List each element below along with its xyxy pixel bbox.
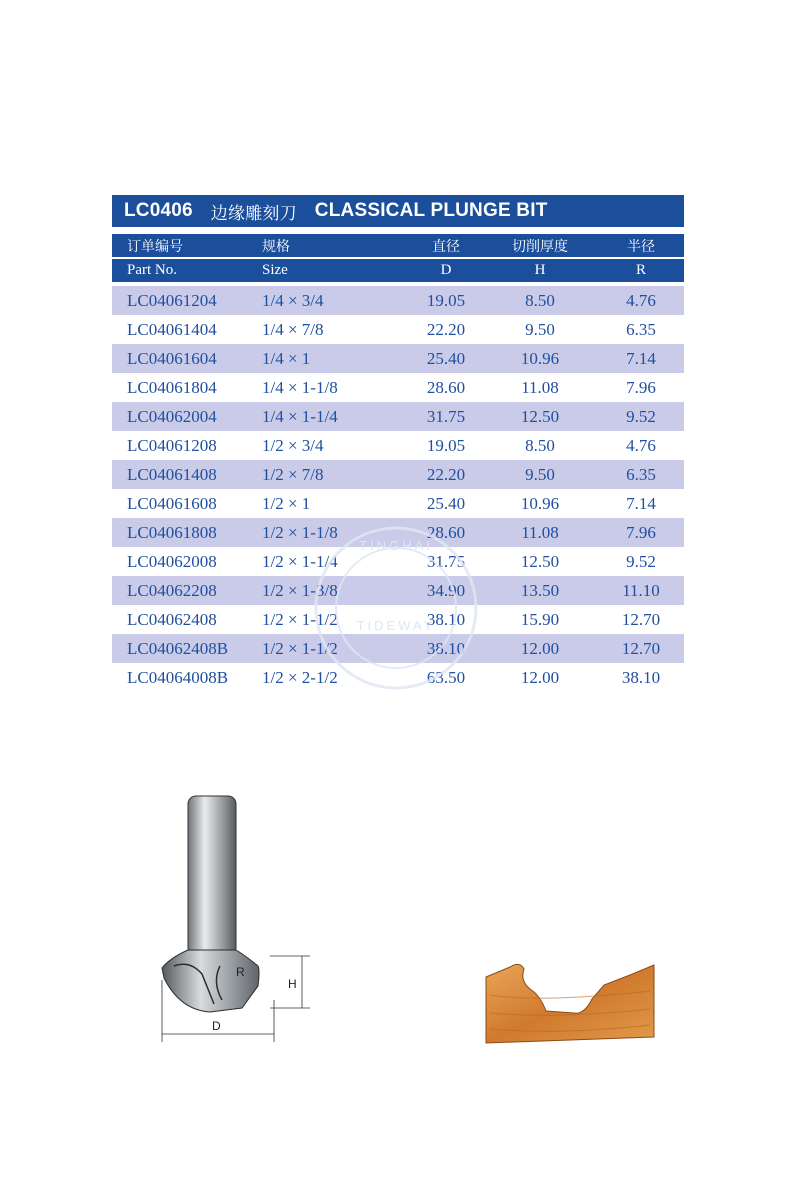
cell-h: 12.00 [520, 638, 560, 658]
cell-r: 6.35 [626, 319, 656, 339]
table-row [112, 373, 684, 402]
cell-r: 38.10 [621, 667, 661, 687]
header-en-d: D [440, 262, 452, 278]
cell-r: 4.76 [626, 290, 656, 310]
cell-h: 12.00 [520, 667, 560, 687]
cell-size: 1/4 × 7/8 [262, 319, 324, 339]
cell-d: 22.20 [426, 464, 466, 484]
spec-table [112, 195, 684, 692]
cell-r: 9.52 [626, 551, 656, 571]
cell-d: 22.20 [426, 319, 466, 339]
cell-h: 11.08 [521, 377, 559, 397]
cell-h: 10.96 [520, 493, 560, 513]
cell-d: 31.75 [426, 551, 466, 571]
cell-size: 1/4 × 1-1/4 [262, 406, 338, 426]
cell-part-no: LC04062408 [127, 609, 217, 629]
table-row [112, 402, 684, 431]
table-row [112, 518, 684, 547]
cell-size: 1/2 × 2-1/2 [262, 667, 338, 687]
cell-part-no: LC04061804 [127, 377, 217, 397]
table-title-bar [112, 195, 684, 227]
cell-size: 1/2 × 1-3/8 [262, 580, 338, 600]
wood-profile-illustration [480, 955, 660, 1045]
cell-h: 9.50 [525, 319, 555, 339]
cell-d: 19.05 [426, 290, 466, 310]
cell-d: 38.10 [426, 609, 466, 629]
table-row [112, 286, 684, 315]
cell-d: 28.60 [426, 377, 466, 397]
cell-d: 25.40 [426, 348, 466, 368]
cell-size: 1/2 × 1-1/2 [262, 609, 338, 629]
cell-r: 7.96 [626, 377, 656, 397]
table-row [112, 605, 684, 634]
cell-size: 1/4 × 1 [262, 348, 311, 368]
table-row [112, 547, 684, 576]
cell-h: 10.96 [520, 348, 560, 368]
header-row-chinese [112, 234, 684, 257]
cell-h: 9.50 [525, 464, 555, 484]
cell-d: 19.05 [426, 435, 466, 455]
table-row [112, 576, 684, 605]
cell-size: 1/2 × 7/8 [262, 464, 324, 484]
watermark-text-bottom: TIDEWAY [356, 618, 436, 633]
cell-part-no: LC04061408 [127, 464, 217, 484]
router-bit-drawing [150, 790, 320, 1050]
cell-h: 8.50 [525, 290, 555, 310]
cell-part-no: LC04061808 [127, 522, 217, 542]
cell-size: 1/2 × 1-1/4 [262, 551, 338, 571]
cell-r: 7.14 [626, 348, 656, 368]
cell-part-no: LC04061604 [127, 348, 217, 368]
table-row [112, 634, 684, 663]
cell-r: 12.70 [621, 638, 661, 658]
drawing-label-h: H [288, 977, 297, 991]
product-name-chinese: 边缘雕刻刀 [210, 203, 297, 224]
header-cn-radius: 半径 [627, 238, 655, 255]
cell-h: 11.08 [521, 522, 559, 542]
cell-r: 9.52 [626, 406, 656, 426]
cell-d: 28.60 [426, 522, 466, 542]
table-row [112, 460, 684, 489]
cell-h: 12.50 [520, 551, 560, 571]
cell-r: 12.70 [621, 609, 661, 629]
cell-r: 6.35 [626, 464, 656, 484]
table-row [112, 663, 684, 692]
drawing-label-r: R [236, 965, 245, 979]
product-name-english: CLASSICAL PLUNGE BIT [314, 200, 548, 221]
product-code: LC0406 [124, 200, 193, 221]
cell-part-no: LC04061208 [127, 435, 217, 455]
cell-part-no: LC04064008B [127, 667, 229, 687]
cell-r: 7.14 [626, 493, 656, 513]
cell-d: 34.90 [426, 580, 466, 600]
cell-h: 8.50 [525, 435, 555, 455]
cell-part-no: LC04062004 [127, 406, 217, 426]
table-row [112, 489, 684, 518]
cell-part-no: LC04061204 [127, 290, 217, 310]
table-row [112, 431, 684, 460]
cell-size: 1/2 × 1 [262, 493, 311, 513]
cell-r: 11.10 [622, 580, 660, 600]
cell-part-no: LC04062008 [127, 551, 217, 571]
header-en-size: Size [262, 262, 288, 278]
table-row [112, 315, 684, 344]
watermark-text-top: TINGHAI [359, 538, 433, 553]
cell-part-no: LC04061608 [127, 493, 217, 513]
cell-size: 1/2 × 1-1/2 [262, 638, 338, 658]
header-row-english [112, 259, 684, 282]
header-cn-size: 规格 [262, 238, 290, 255]
cell-size: 1/2 × 3/4 [262, 435, 324, 455]
table-row [112, 344, 684, 373]
cell-part-no: LC04062408B [127, 638, 229, 658]
cell-size: 1/4 × 1-1/8 [262, 377, 338, 397]
cell-part-no: LC04061404 [127, 319, 217, 339]
header-cn-part-no: 订单编号 [127, 238, 183, 255]
cell-r: 7.96 [626, 522, 656, 542]
cell-part-no: LC04062208 [127, 580, 217, 600]
table-body [112, 286, 684, 692]
header-en-part-no: Part No. [127, 262, 177, 278]
cell-h: 15.90 [520, 609, 560, 629]
header-cn-diameter: 直径 [432, 238, 460, 255]
cell-size: 1/4 × 3/4 [262, 290, 324, 310]
cell-d: 38.10 [426, 638, 466, 658]
cell-h: 12.50 [520, 406, 560, 426]
header-en-r: R [635, 262, 646, 278]
cell-d: 63.50 [426, 667, 466, 687]
header-cn-cut-height: 切削厚度 [512, 238, 568, 255]
cell-d: 31.75 [426, 406, 466, 426]
cell-d: 25.40 [426, 493, 466, 513]
drawing-label-d: D [212, 1019, 221, 1033]
cell-h: 13.50 [520, 580, 560, 600]
cell-size: 1/2 × 1-1/8 [262, 522, 338, 542]
header-en-h: H [534, 262, 546, 278]
cell-r: 4.76 [626, 435, 656, 455]
